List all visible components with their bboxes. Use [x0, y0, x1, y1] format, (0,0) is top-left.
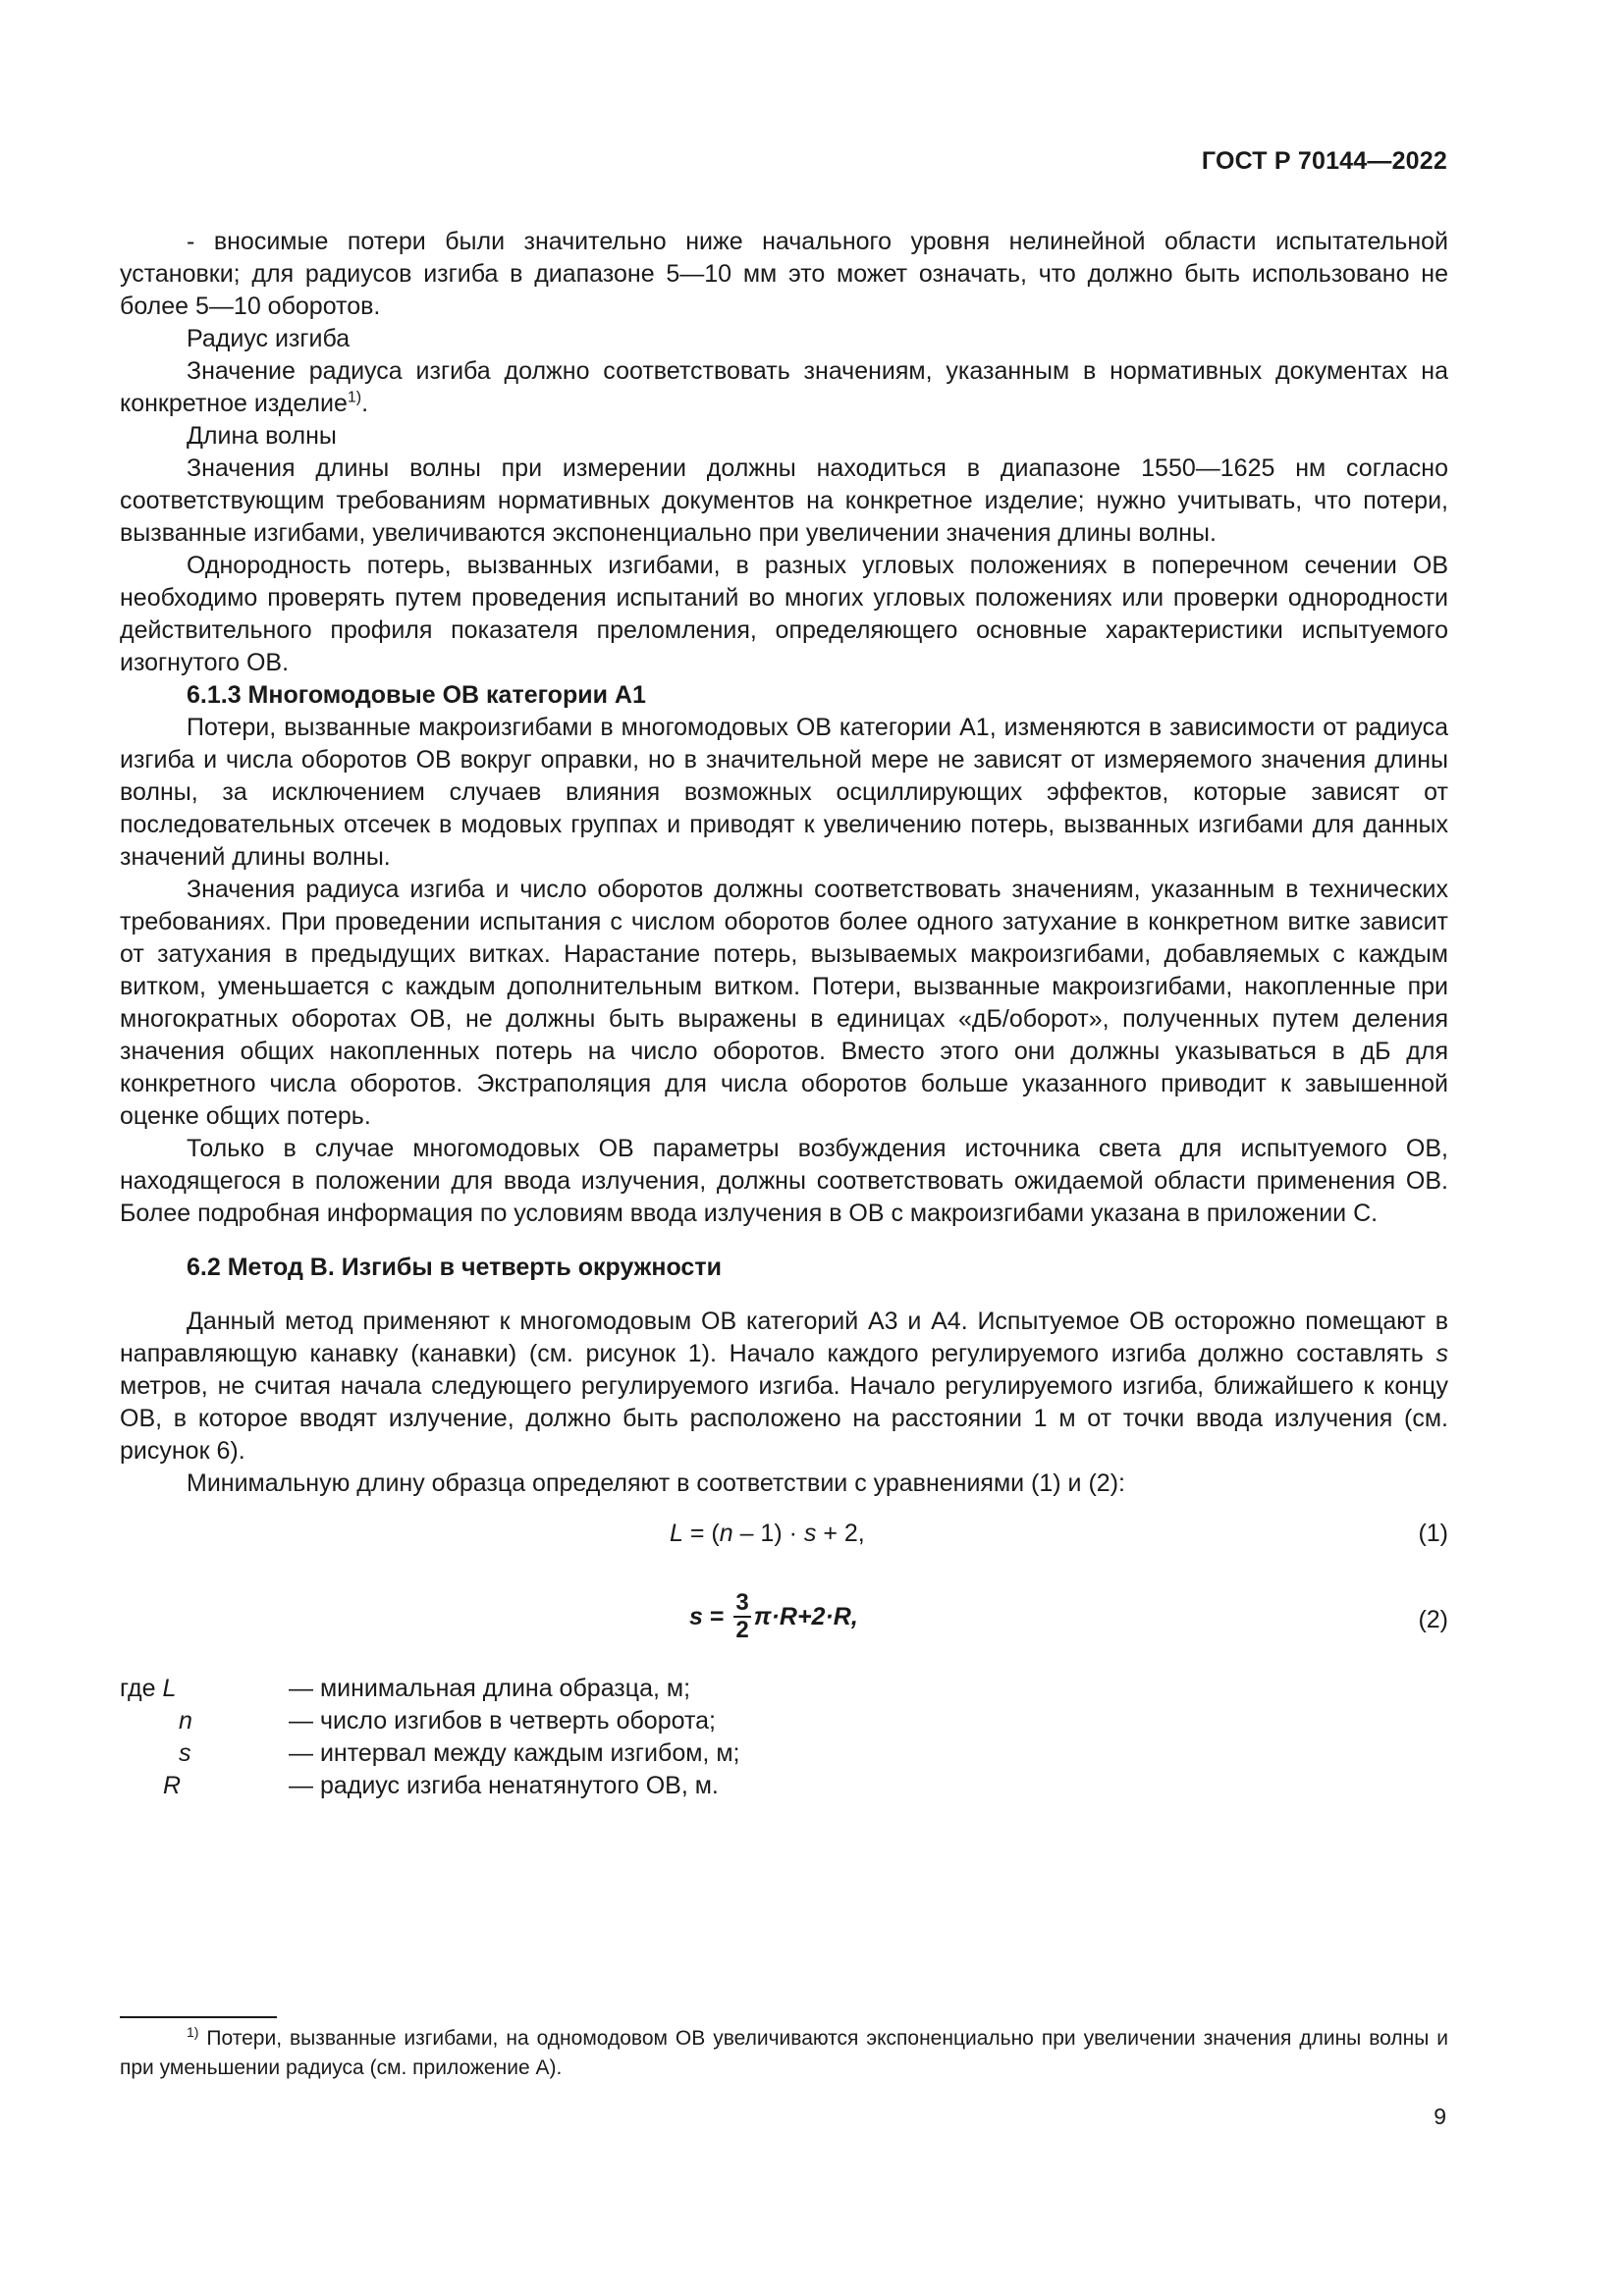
- document-body: [120, 226, 1448, 1802]
- definition-row: [120, 1673, 1448, 1705]
- footnote: [120, 2024, 1448, 2083]
- symbol-n: n: [179, 1707, 192, 1735]
- var-L: L: [670, 1520, 683, 1547]
- eq-text: π·R+2·R,: [753, 1602, 858, 1630]
- footnote-divider: [120, 2016, 277, 2018]
- definition-symbol: [120, 1673, 289, 1705]
- definition-text: — интервал между каждым изгибом, м;: [289, 1739, 740, 1767]
- paragraph-text: .: [361, 390, 369, 417]
- equation-1-formula: [670, 1518, 865, 1550]
- definition-row: [120, 1737, 1448, 1770]
- symbol-s: s: [179, 1739, 191, 1767]
- equation-1: [120, 1518, 1448, 1557]
- equation-2: [120, 1590, 1448, 1659]
- variable-definitions: [120, 1673, 1448, 1802]
- paragraph: Минимальную длину образца определяют в соответствии с уравнениями (1) и (2):: [187, 1469, 1125, 1497]
- eq-text: = (: [682, 1520, 720, 1547]
- definition-row: [120, 1705, 1448, 1737]
- footnote-body: Потери, вызванные изгибами, на одномодовом ОВ увеличиваются экспоненциально при увеличении значения длины волны и при уменьшении радиуса (см. приложение А).: [120, 2027, 1448, 2079]
- paragraph: - вносимые потери были значительно ниже начального уровня нелинейной области испытательной установки; для радиусов изгиба в диапазоне 5—10 мм это может означать, что должно быть использовано не более 5—10 оборотов.: [120, 228, 1448, 320]
- definition-text: — радиус изгиба ненатянутого ОВ, м.: [289, 1772, 719, 1799]
- definition-text: — число изгибов в четверть оборота;: [289, 1707, 716, 1735]
- document-header: ГОСТ Р 70144—2022: [1201, 147, 1447, 175]
- footnote-ref: 1): [347, 389, 362, 406]
- symbol-L: L: [162, 1675, 177, 1702]
- section-heading: 6.2 Метод В. Изгибы в четверть окружности: [187, 1254, 722, 1281]
- paragraph-subtitle: Длина волны: [187, 422, 337, 450]
- equation-2-number: (2): [1418, 1606, 1448, 1633]
- where-word: где: [120, 1675, 163, 1702]
- fraction-denominator: 2: [735, 1617, 749, 1643]
- var-s: s: [689, 1602, 703, 1630]
- symbol-R: R: [163, 1772, 182, 1799]
- paragraph: Однородность потерь, вызванных изгибами, в разных угловых положениях в поперечном сечении ОВ необходимо проверять путем проведения испытаний во многих угловых положениях или проверки однородности действительного профиля показателя преломления, определяющего основные характеристики испытуемого изогнутого ОВ.: [120, 552, 1448, 676]
- paragraph: [120, 355, 1448, 420]
- definition-row: [120, 1770, 1448, 1802]
- paragraph: Потери, вызванные макроизгибами в многомодовых ОВ категории А1, изменяются в зависимости от радиуса изгиба и числа оборотов ОВ вокруг оправки, но в значительной мере не зависят от измеряемого значения длины волны, за исключением случаев влияния возможных осциллирующих эффектов, которые зависят от последовательных отсечек в модовых группах и приводят к увеличению потерь, вызванных изгибами для данных значений длины волны.: [120, 714, 1448, 871]
- definition-text: — минимальная длина образца, м;: [289, 1675, 691, 1702]
- paragraph-subtitle: Радиус изгиба: [187, 325, 351, 352]
- equation-2-formula: [689, 1590, 858, 1643]
- paragraph-text: Данный метод применяют к многомодовым ОВ категорий А3 и А4. Испытуемое ОВ осторожно помещают в направляющую канавку (канавки) (см. рисунок 1). Начало каждого регулируемого изгиба должно составлять: [120, 1308, 1448, 1367]
- footnote-text: [120, 2024, 1448, 2083]
- var-s: s: [803, 1520, 817, 1547]
- paragraph-text: Значение радиуса изгиба должно соответствовать значениям, указанным в нормативных документах на конкретное изделие: [120, 357, 1448, 417]
- page-number: 9: [1434, 2104, 1446, 2129]
- eq-text: + 2,: [816, 1520, 865, 1547]
- footnote-mark: 1): [187, 2024, 199, 2040]
- paragraph-text: метров, не считая начала следующего регулируемого изгиба. Начало регулируемого изгиба, ближайшего к концу ОВ, в которое вводят излучение, должно быть расположено на расстоянии 1 м от точки ввода излучения (см. рисунок 6).: [120, 1372, 1448, 1465]
- fraction-numerator: 3: [735, 1589, 749, 1616]
- paragraph: [120, 1306, 1448, 1468]
- eq-text: =: [702, 1602, 731, 1630]
- section-heading: 6.1.3 Многомодовые ОВ категории А1: [187, 681, 646, 709]
- fraction: [733, 1590, 750, 1643]
- variable-s: s: [1435, 1340, 1448, 1367]
- paragraph: Только в случае многомодовых ОВ параметры возбуждения источника света для испытуемого ОВ, находящегося в положении для ввода излучения, должны соответствовать ожидаемой области применения ОВ. Более подробная информация по условиям ввода излучения в ОВ с макроизгибами указана в приложении С.: [120, 1135, 1448, 1227]
- paragraph: Значения радиуса изгиба и число оборотов должны соответствовать значениям, указанным в технических требованиях. При проведении испытания с числом оборотов более одного затухание в конкретном витке зависит от затухания в предыдущих витках. Нарастание потерь, вызываемых макроизгибами, добавляемых с каждым витком, уменьшается с каждым дополнительным витком. Потери, вызванные макроизгибами, накопленные при многократных оборотах ОВ, не должны быть выражены в единицах «дБ/оборот», полученных путем деления значения общих накопленных потерь на число оборотов. Вместо этого они должны указываться в дБ для конкретного числа оборотов. Экстраполяция для числа оборотов больше указанного приводит к завышенной оценке общих потерь.: [120, 876, 1448, 1130]
- var-n: n: [719, 1520, 733, 1547]
- paragraph: Значения длины волны при измерении должны находиться в диапазоне 1550—1625 нм согласно соответствующим требованиям нормативных документов на конкретное изделие; нужно учитывать, что потери, вызванные изгибами, увеличиваются экспоненциально при увеличении значения длины волны.: [120, 454, 1448, 547]
- equation-1-number: (1): [1418, 1520, 1448, 1547]
- eq-text: – 1) ·: [732, 1520, 804, 1547]
